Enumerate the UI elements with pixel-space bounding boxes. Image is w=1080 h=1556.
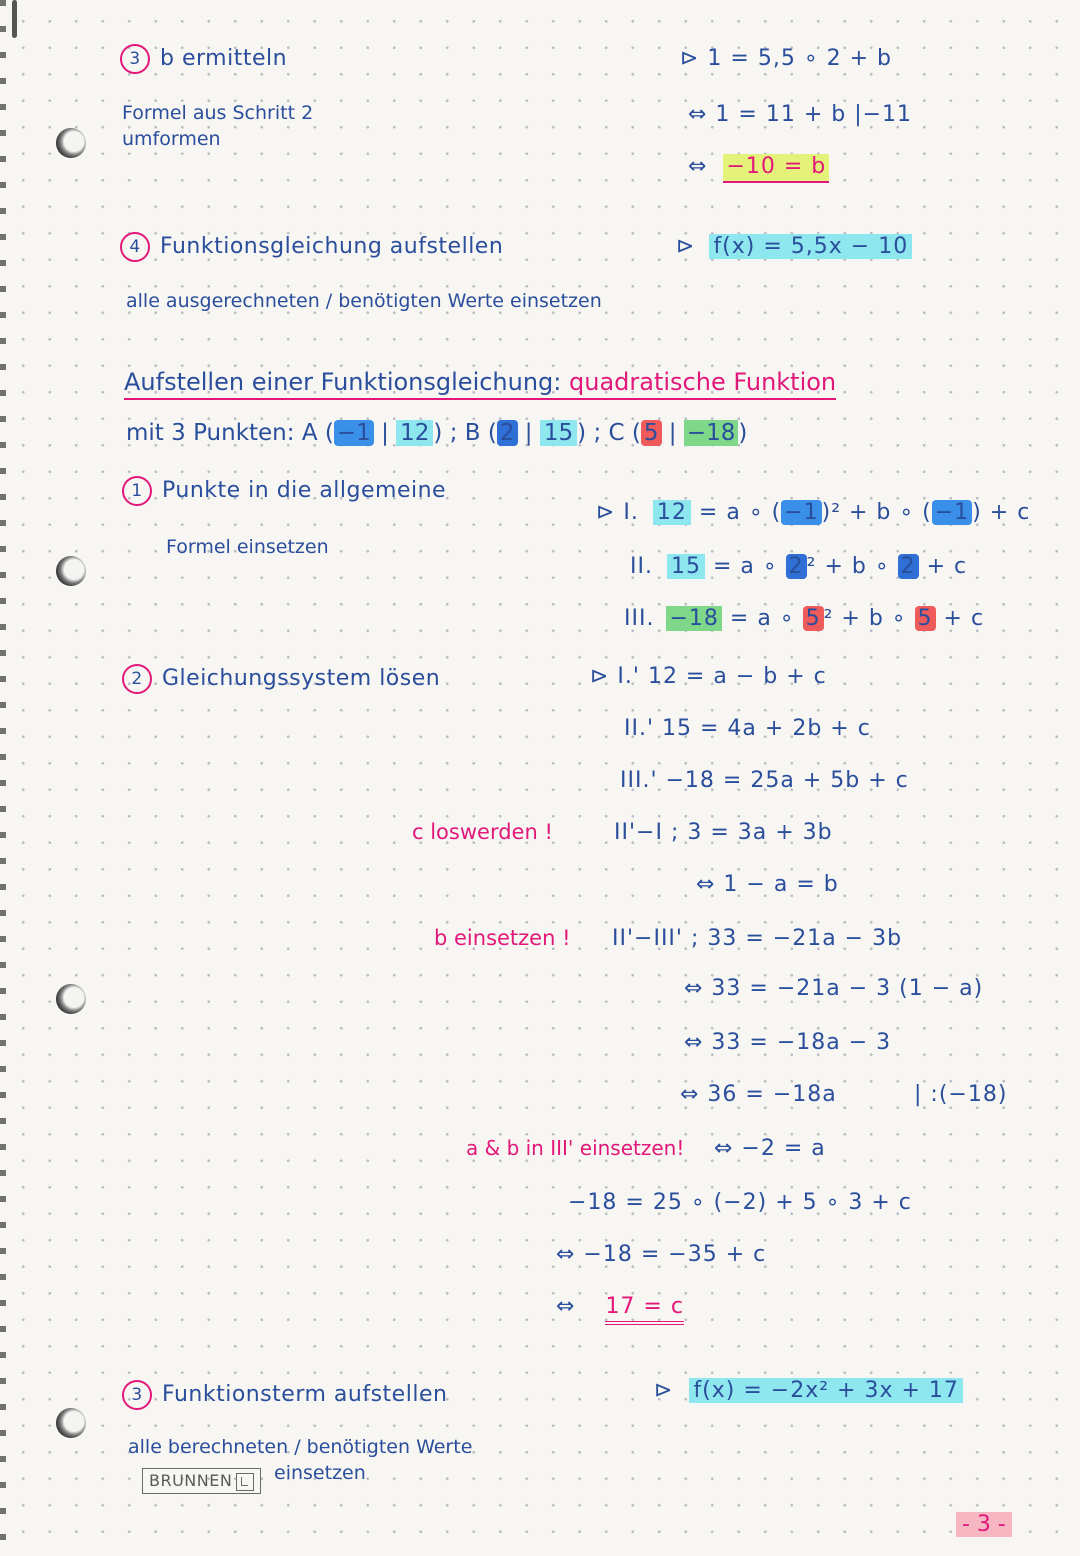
point-a-sep: | xyxy=(373,420,397,446)
step2-eq-8: ⇔ 33 = −18a − 3 xyxy=(684,1030,892,1055)
point-a xyxy=(302,420,443,446)
arrow: ⊳ xyxy=(676,234,696,259)
punch-hole xyxy=(56,556,86,586)
step2-eq-7: ⇔ 33 = −21a − 3 (1 − a) xyxy=(684,976,984,1001)
step3-note-1: alle berechneten / benötigten Werte xyxy=(128,1436,473,1458)
step-title: Funktionsgleichung aufstellen xyxy=(160,234,504,259)
eq-part: )² + b ∘ ( xyxy=(821,500,932,525)
point-b-label: B ( xyxy=(464,420,497,446)
step1-heading xyxy=(122,476,446,506)
point-a-x: −1 xyxy=(334,420,374,446)
step2-eq-12: ⇔ −18 = −35 + c xyxy=(556,1242,767,1267)
step-b-heading xyxy=(120,44,287,74)
step-title: Funktionsterm aufstellen xyxy=(162,1382,448,1407)
point-sep: ; xyxy=(442,420,465,446)
point-a-label: A ( xyxy=(301,420,334,446)
point-b-x: 2 xyxy=(497,420,518,446)
step2-eq-5: ⇔ 1 − a = b xyxy=(696,872,839,897)
punch-hole xyxy=(56,1408,86,1438)
eq-part: = a ∘ xyxy=(704,554,786,579)
point-b-sep: | xyxy=(517,420,540,446)
step-b-note-2: umformen xyxy=(122,128,221,150)
system-eq-2 xyxy=(630,554,967,579)
step3-note-2: einsetzen xyxy=(274,1462,366,1484)
eq-lhs: 12 xyxy=(653,500,691,525)
binder-mark xyxy=(12,0,17,38)
eq-x: −1 xyxy=(932,500,972,525)
step-b-eq-3 xyxy=(688,154,829,179)
eq-part: ² + b ∘ xyxy=(823,606,915,631)
note-ab: a & b in III' einsetzen! xyxy=(466,1136,685,1160)
step3-heading xyxy=(122,1380,447,1410)
step-number: 3 xyxy=(122,1380,152,1410)
point-b xyxy=(465,420,586,446)
eq-x: 5 xyxy=(915,606,936,631)
arrow: ⊳ xyxy=(654,1378,674,1403)
eq-x: 2 xyxy=(786,554,807,579)
note-c: c loswerden ! xyxy=(412,820,553,844)
brand-name: BRUNNEN xyxy=(149,1471,233,1490)
eq-lhs: 15 xyxy=(667,554,705,579)
b-result: −10 = b xyxy=(723,154,829,183)
point-c xyxy=(609,420,748,446)
step2-eq-1: ⊳ I.' 12 = a − b + c xyxy=(590,664,827,689)
equivalence-arrow: ⇔ xyxy=(556,1294,576,1319)
point-a-y: 12 xyxy=(396,420,433,446)
brand-stamp xyxy=(142,1468,261,1494)
step2-eq-9-note: | :(−18) xyxy=(914,1082,1008,1107)
step-func-note: alle ausgerechneten / benötigten Werte einsetzen xyxy=(126,290,602,312)
step-number: 1 xyxy=(122,476,152,506)
point-c-close: ) xyxy=(738,420,748,446)
equivalence-arrow: ⇔ xyxy=(688,154,708,179)
linear-function-result xyxy=(676,234,912,259)
step2-eq-3: III.' −18 = 25a + 5b + c xyxy=(620,768,909,793)
point-sep: ; xyxy=(586,420,609,446)
step2-eq-10: ⇔ −2 = a xyxy=(714,1136,826,1161)
note-b: b einsetzen ! xyxy=(434,926,571,950)
eq-x: 2 xyxy=(898,554,919,579)
spiral-binding xyxy=(0,0,6,1556)
step-number: 2 xyxy=(122,664,152,694)
punch-hole xyxy=(56,984,86,1014)
point-b-y: 15 xyxy=(540,420,577,446)
eq-part: + c xyxy=(918,554,968,579)
c-result: 17 = c xyxy=(605,1294,684,1325)
step-number: 3 xyxy=(120,44,150,74)
punch-hole xyxy=(56,128,86,158)
eq-part: = a ∘ xyxy=(721,606,803,631)
point-b-close: ) xyxy=(577,420,587,446)
step-number: 4 xyxy=(120,232,150,262)
point-c-label: C ( xyxy=(608,420,641,446)
step-b-note-1: Formel aus Schritt 2 xyxy=(122,102,314,124)
step2-eq-4: II'−I ; 3 = 3a + 3b xyxy=(614,820,833,845)
point-c-x: 5 xyxy=(641,420,662,446)
eq-label: ⊳ I. xyxy=(596,500,639,525)
step-b-eq-1: ⊳ 1 = 5,5 ∘ 2 + b xyxy=(680,46,892,71)
quadratic-function: f(x) = −2x² + 3x + 17 xyxy=(689,1378,962,1403)
section-title-prefix: Aufstellen einer Funktionsgleichung: xyxy=(124,368,570,396)
eq-part: + c xyxy=(935,606,985,631)
section-title-highlight: quadratische Funktion xyxy=(569,368,837,396)
point-c-y: −18 xyxy=(684,420,739,446)
points-prefix: mit 3 Punkten: xyxy=(126,420,302,446)
eq-part: = a ∘ ( xyxy=(690,500,782,525)
linear-function: f(x) = 5,5x − 10 xyxy=(709,234,912,259)
step2-eq-6: II'−III' ; 33 = −21a − 3b xyxy=(612,926,903,951)
point-a-close: ) xyxy=(433,420,443,446)
points-line xyxy=(126,420,747,446)
step-title: Punkte in die allgemeine xyxy=(162,478,447,503)
eq-lhs: −18 xyxy=(666,606,721,631)
eq-x: 5 xyxy=(803,606,824,631)
quadratic-function-result xyxy=(654,1378,963,1403)
step2-eq-2: II.' 15 = 4a + 2b + c xyxy=(624,716,871,741)
step-title: b ermitteln xyxy=(160,46,288,71)
brand-logo-icon xyxy=(236,1473,254,1491)
system-eq-1 xyxy=(596,500,1030,525)
eq-part: ) + c xyxy=(972,500,1031,525)
system-eq-3 xyxy=(624,606,984,631)
step-b-eq-2: ⇔ 1 = 11 + b |−11 xyxy=(688,102,913,127)
eq-x: −1 xyxy=(781,500,821,525)
step2-eq-13 xyxy=(556,1294,684,1319)
step-func-heading xyxy=(120,232,503,262)
step-title: Gleichungssystem lösen xyxy=(162,666,441,691)
step2-heading xyxy=(122,664,440,694)
eq-part: ² + b ∘ xyxy=(806,554,898,579)
step1-title-2: Formel einsetzen xyxy=(166,536,329,558)
step2-eq-9: ⇔ 36 = −18a xyxy=(680,1082,837,1107)
eq-label: III. xyxy=(624,606,655,631)
page-number: - 3 - xyxy=(956,1512,1012,1537)
step2-eq-11: −18 = 25 ∘ (−2) + 5 ∘ 3 + c xyxy=(568,1190,912,1215)
section-title xyxy=(124,368,836,400)
eq-label: II. xyxy=(630,554,653,579)
point-c-sep: | xyxy=(661,420,684,446)
